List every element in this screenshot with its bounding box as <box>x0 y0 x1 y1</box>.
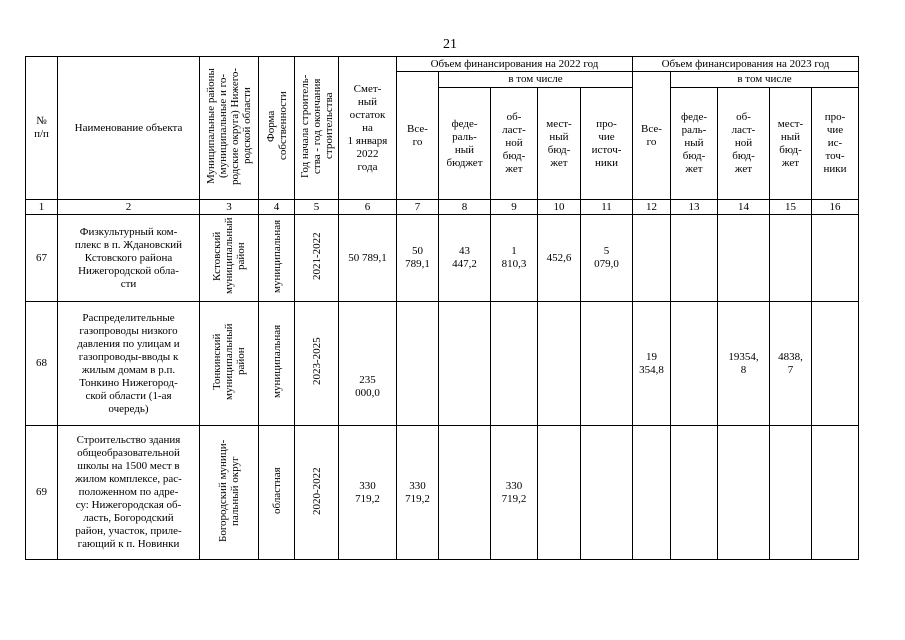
cell-value <box>538 426 581 560</box>
remainder-value: 50 789,1 <box>339 215 397 302</box>
col-number: 3 <box>200 200 259 215</box>
table-row <box>26 426 859 560</box>
header-fin-2022: Объем финансирования на 2022 год <box>397 57 633 72</box>
district: Богородский муници- пальный округ <box>200 426 259 560</box>
cell-value: 19354, 8 <box>718 302 770 426</box>
years: 2020-2022 <box>295 426 339 560</box>
row-num: 69 <box>26 426 58 560</box>
table-row <box>26 215 859 302</box>
row-num: 67 <box>26 215 58 302</box>
page-number: 21 <box>443 37 457 52</box>
col-number: 7 <box>397 200 439 215</box>
col-number: 6 <box>339 200 397 215</box>
row-num: 68 <box>26 302 58 426</box>
cell-value <box>633 215 671 302</box>
cell-value: 330 719,2 <box>397 426 439 560</box>
col-number: 11 <box>581 200 633 215</box>
district: Кстовский муниципальный район <box>200 215 259 302</box>
col-number: 12 <box>633 200 671 215</box>
cell-value <box>633 426 671 560</box>
column-number-row <box>26 200 859 215</box>
col-number: 5 <box>295 200 339 215</box>
cell-value: 330 719,2 <box>491 426 538 560</box>
cell-value: 50 789,1 <box>397 215 439 302</box>
col-number: 10 <box>538 200 581 215</box>
district: Тонкинский муниципальный район <box>200 302 259 426</box>
cell-value <box>397 302 439 426</box>
cell-value <box>581 426 633 560</box>
header-name: Наименование объекта <box>58 57 200 200</box>
cell-value <box>718 215 770 302</box>
cell-value <box>812 302 859 426</box>
remainder-value: 330 719,2 <box>339 426 397 560</box>
header-regional-2022: об- ласт- ной бюд- жет <box>491 88 538 200</box>
header-total-2022: Все- го <box>397 72 439 200</box>
cell-value <box>812 426 859 560</box>
cell-value <box>538 302 581 426</box>
header-total-2023: Все- го <box>633 72 671 200</box>
col-number: 16 <box>812 200 859 215</box>
header-other-2022: про- чие источ- ники <box>581 88 633 200</box>
col-number: 14 <box>718 200 770 215</box>
cell-value: 1 810,3 <box>491 215 538 302</box>
cell-value: 43 447,2 <box>439 215 491 302</box>
cell-value <box>439 302 491 426</box>
cell-value <box>770 426 812 560</box>
header-federal-2023: феде- раль- ный бюд- жет <box>671 88 718 200</box>
header-local-2023: мест- ный бюд- жет <box>770 88 812 200</box>
cell-value <box>812 215 859 302</box>
header-remainder: Смет- ный остаток на 1 января 2022 года <box>339 57 397 200</box>
remainder-value: 235 000,0 <box>339 302 397 426</box>
cell-value: 4838, 7 <box>770 302 812 426</box>
header-incl-2022: в том числе <box>439 72 633 88</box>
cell-value <box>439 426 491 560</box>
cell-value: 19 354,8 <box>633 302 671 426</box>
ownership: муниципальная <box>259 302 295 426</box>
cell-value <box>581 302 633 426</box>
cell-value <box>770 215 812 302</box>
header-years: Год начала строитель- ства - год окончания строительства <box>295 57 339 200</box>
ownership: областная <box>259 426 295 560</box>
object-name: Строительство здания общеобразовательной школы на 1500 мест в жилом комплексе, рас- положенном по адре- су: Нижегородская об- ласть, Богородский район, участок, приле- гающий к п. Новинки <box>58 426 200 560</box>
col-number: 8 <box>439 200 491 215</box>
header-num: № п/п <box>26 57 58 200</box>
cell-value <box>718 426 770 560</box>
cell-value <box>671 215 718 302</box>
cell-value: 5 079,0 <box>581 215 633 302</box>
cell-value <box>671 302 718 426</box>
cell-value <box>491 302 538 426</box>
col-number: 4 <box>259 200 295 215</box>
col-number: 2 <box>58 200 200 215</box>
cell-value <box>671 426 718 560</box>
header-fin-2023: Объем финансирования на 2023 год <box>633 57 859 72</box>
col-number: 13 <box>671 200 718 215</box>
header-federal-2022: феде- раль- ный бюджет <box>439 88 491 200</box>
years: 2021-2022 <box>295 215 339 302</box>
col-number: 15 <box>770 200 812 215</box>
header-regional-2023: об- ласт- ной бюд- жет <box>718 88 770 200</box>
object-name: Физкультурный ком- плекс в п. Ждановский Кстовского района Нижегородской обла- сти <box>58 215 200 302</box>
header-ownership: Форма собственности <box>259 57 295 200</box>
cell-value: 452,6 <box>538 215 581 302</box>
object-name: Распределительные газопроводы низкого давления по улицам и газопроводы-вводы к жилым домам в р.п. Тонкино Нижегород- ской области (1-ая очередь) <box>58 302 200 426</box>
header-districts: Муниципальные районы (муниципальные и го- родские округа) Нижего- родской области <box>200 57 259 200</box>
table-row <box>26 302 859 426</box>
ownership: муниципальная <box>259 215 295 302</box>
header-other-2023: про- чие ис- точ- ники <box>812 88 859 200</box>
header-incl-2023: в том числе <box>671 72 859 88</box>
years: 2023-2025 <box>295 302 339 426</box>
col-number: 9 <box>491 200 538 215</box>
financing-table <box>25 56 859 560</box>
header-local-2022: мест- ный бюд- жет <box>538 88 581 200</box>
col-number: 1 <box>26 200 58 215</box>
